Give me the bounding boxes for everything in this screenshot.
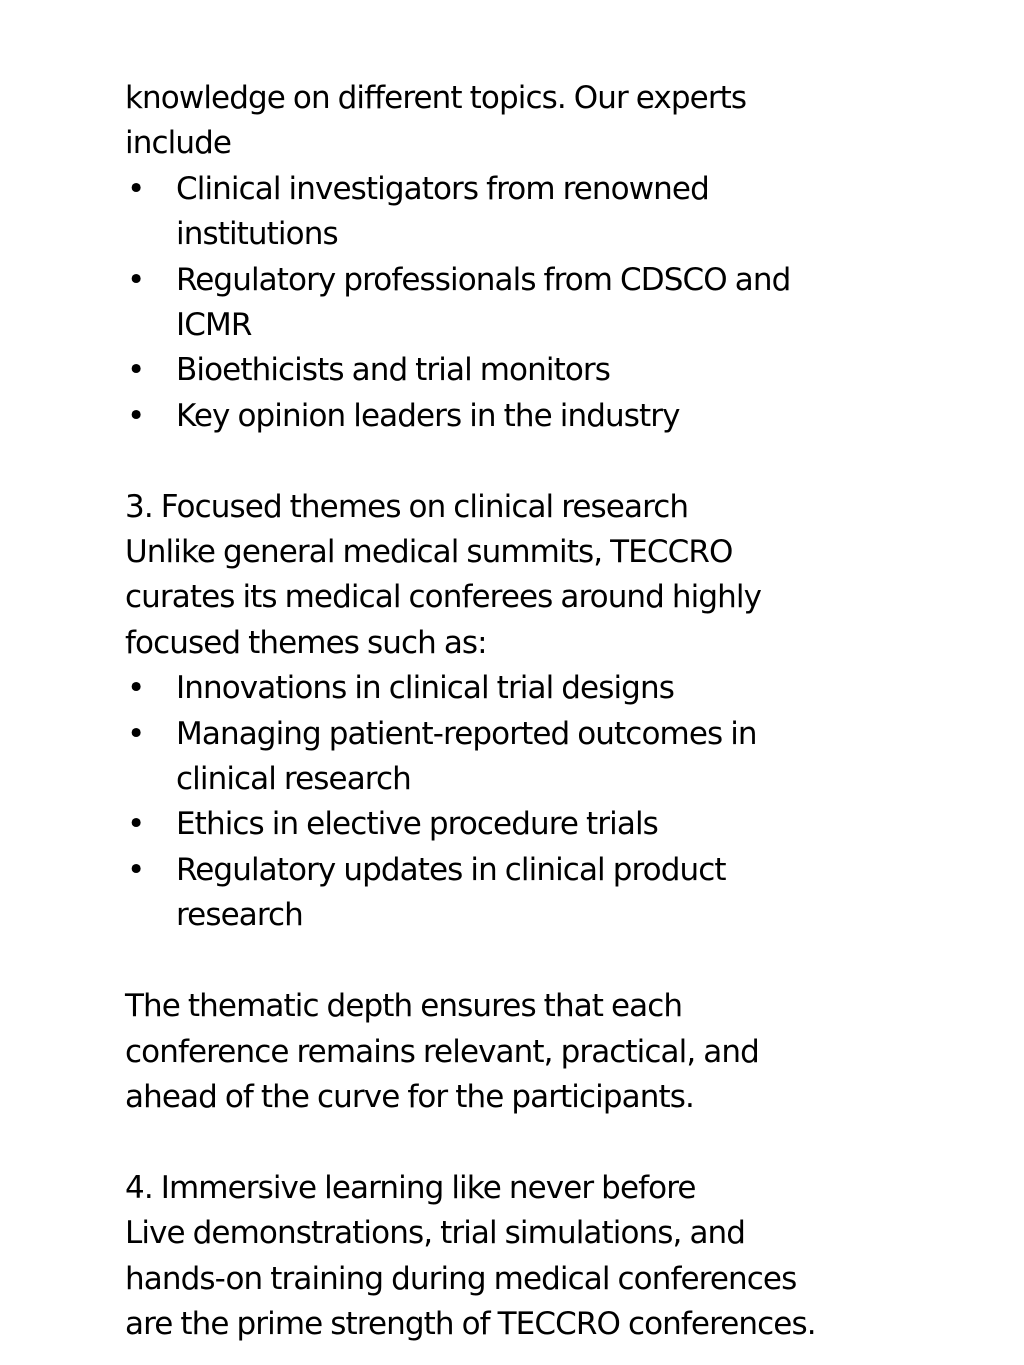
list-item: • Bioethicists and trial monitors — [125, 348, 885, 393]
list-item: • Regulatory updates in clinical product research — [125, 848, 885, 939]
spacer — [125, 1120, 885, 1165]
paragraph-line: The thematic depth ensures that each — [125, 988, 683, 1025]
paragraph-line: are the prime strength of TECCRO conferences. — [125, 1305, 816, 1342]
bullet-icon: • — [127, 806, 145, 843]
themes-list — [125, 666, 885, 938]
list-item: • Clinical investigators from renowned institutions — [125, 167, 885, 258]
document-page — [125, 76, 885, 1347]
spacer — [125, 439, 885, 484]
list-item: • Regulatory professionals from CDSCO and ICMR — [125, 258, 885, 349]
bullet-icon: • — [127, 352, 145, 389]
bullet-icon: • — [127, 851, 145, 888]
bullet-icon: • — [127, 261, 145, 298]
bullet-icon: • — [127, 715, 145, 752]
bullet-icon: • — [127, 170, 145, 207]
experts-list — [125, 167, 885, 439]
paragraph-line: focused themes such as: — [125, 624, 487, 661]
bullet-icon: • — [127, 670, 145, 707]
intro-line: include — [125, 125, 232, 162]
bullet-icon: • — [127, 397, 145, 434]
intro-line: knowledge on different topics. Our experts — [125, 80, 747, 116]
paragraph-line: Live demonstrations, trial simulations, and — [125, 1215, 746, 1252]
section-heading: 3. Focused themes on clinical research — [125, 488, 689, 525]
section-heading: 4. Immersive learning like never before — [125, 1169, 696, 1206]
list-item: • Managing patient-reported outcomes in clinical research — [125, 712, 885, 803]
paragraph-line: conference remains relevant, practical, and — [125, 1033, 759, 1070]
list-item: • Ethics in elective procedure trials — [125, 802, 885, 847]
spacer — [125, 939, 885, 984]
paragraph-line: curates its medical conferees around highly — [125, 579, 762, 616]
paragraph-line: hands-on training during medical conferences — [125, 1260, 797, 1297]
paragraph-line: ahead of the curve for the participants. — [125, 1078, 694, 1115]
paragraph-line: Unlike general medical summits, TECCRO — [125, 534, 733, 571]
list-item: • Key opinion leaders in the industry — [125, 394, 885, 439]
list-item: • Innovations in clinical trial designs — [125, 666, 885, 711]
